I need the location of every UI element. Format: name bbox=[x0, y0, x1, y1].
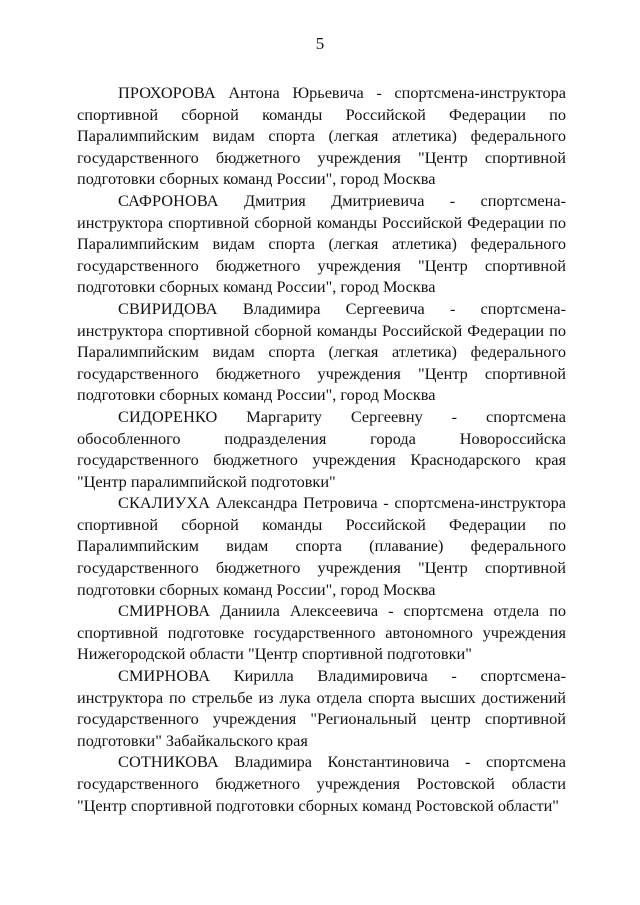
list-item bbox=[77, 298, 566, 406]
person-surname: СМИРНОВА bbox=[118, 601, 211, 621]
person-surname: СКАЛИУХА bbox=[118, 493, 211, 513]
person-surname: САФРОНОВА bbox=[118, 190, 219, 210]
person-details: Дмитрия Дмитриевича - спортсмена-инструктора спортивной сборной команды Российской Федерации по Паралимпийским видам спорта (легкая атлетика) федерального государственного бюджетного учреждения "Центр спортивной подготовки сборных команд России", город Москва bbox=[77, 190, 566, 297]
person-details: Владимира Сергеевича - спортсмена-инструктора спортивной сборной команды Российской Федерации по Паралимпийским видам спорта (легкая атлетика) федерального государственного бюджетного учреждения "Центр спортивной подготовки сборных команд России", город Москва bbox=[77, 298, 566, 405]
person-details: Маргариту Сергеевну - спортсмена обособленного подразделения города Новороссийска государственного бюджетного учреждения Краснодарского края "Центр паралимпийской подготовки" bbox=[77, 406, 566, 491]
list-item bbox=[77, 492, 566, 600]
person-surname: СВИРИДОВА bbox=[118, 298, 218, 318]
list-item bbox=[77, 406, 566, 492]
person-surname: ПРОХОРОВА bbox=[118, 83, 216, 102]
person-details: Даниила Алексеевича - спортсмена отдела по спортивной подготовке государственного автономного учреждения Нижегородской области "Центр спортивной подготовки" bbox=[77, 601, 566, 664]
list-item bbox=[77, 600, 566, 665]
person-surname: СМИРНОВА bbox=[118, 666, 211, 686]
list-item bbox=[77, 751, 566, 816]
person-surname: СОТНИКОВА bbox=[118, 752, 219, 772]
person-details: Антона Юрьевича - спортсмена-инструктора спортивной сборной команды Российской Федерации по Паралимпийским видам спорта (легкая атлетика) федерального государственного бюджетного учреждения "Центр спортивной подготовки сборных команд России", город Москва bbox=[77, 83, 566, 189]
award-list bbox=[77, 82, 566, 816]
list-item bbox=[77, 190, 566, 298]
person-surname: СИДОРЕНКО bbox=[118, 406, 218, 426]
person-details: Владимира Константиновича - спортсмена государственного бюджетного учреждения Ростовской области "Центр спортивной подготовки сборных команд Ростовской области" bbox=[77, 752, 566, 815]
list-item bbox=[77, 82, 566, 190]
page-number: 5 bbox=[315, 34, 325, 53]
person-details: Александра Петровича - спортсмена-инструктора спортивной сборной команды Российской Федерации по Паралимпийским видам спорта (плавание) федерального государственного бюджетного учреждения "Центр спортивной подготовки сборных команд России", город Москва bbox=[77, 493, 566, 599]
person-details: Кирилла Владимировича - спортсмена-инструктора по стрельбе из лука отдела спорта высших достижений государственного учреждения "Региональный центр спортивной подготовки" Забайкальского края bbox=[77, 666, 566, 750]
list-item bbox=[77, 665, 566, 751]
